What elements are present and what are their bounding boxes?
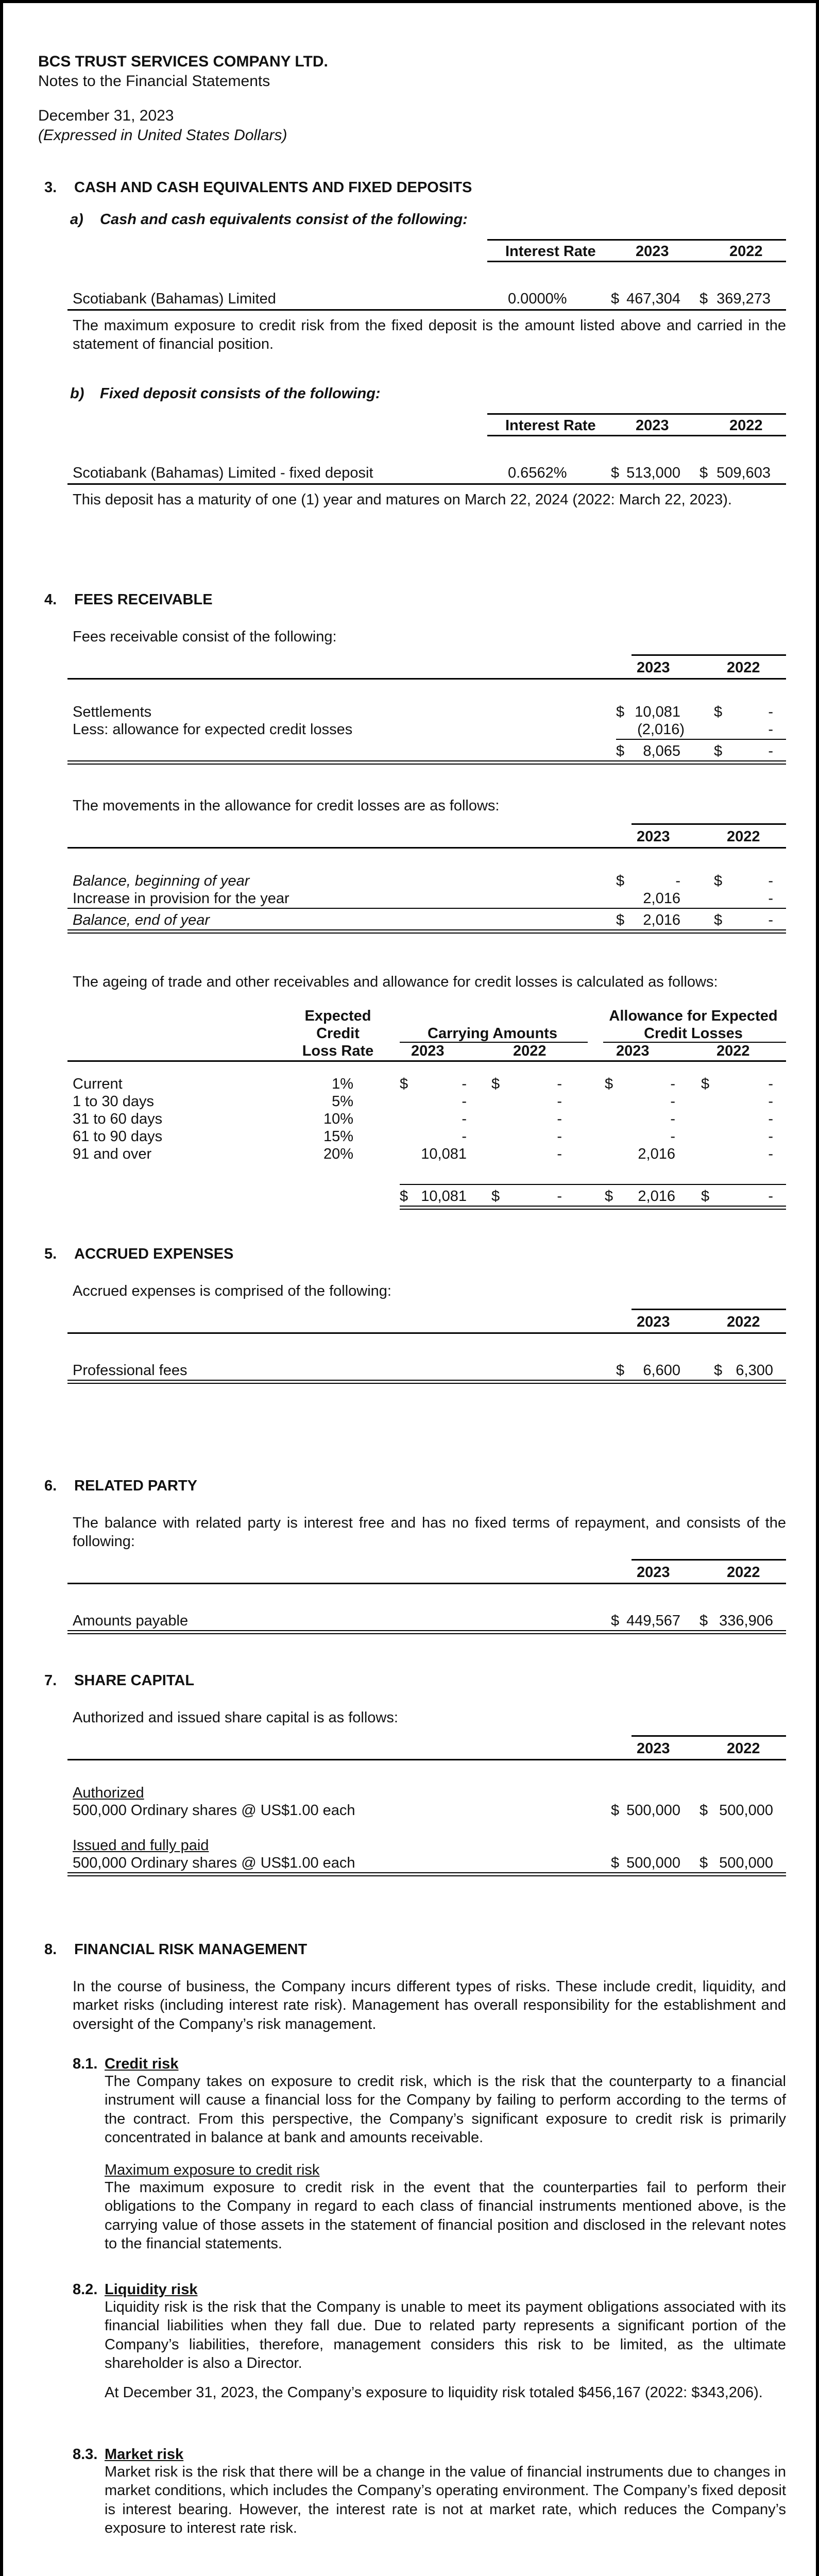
- subsection-number: 8.3.: [73, 2446, 98, 2463]
- paragraph: In the course of business, the Company incurs different types of risks. These include credit, liquidity, and market risks (including interest rate risk). Management has overall responsibility for the establishment and oversight of the Company’s risk management.: [73, 1978, 786, 2032]
- value-2023: 467,304: [626, 291, 680, 307]
- document-subtitle: Notes to the Financial Statements: [38, 72, 270, 90]
- col-expected-credit-loss-rate: Loss Rate: [302, 1043, 374, 1059]
- currency-symbol: $: [491, 1188, 500, 1205]
- col-2022: 2022: [727, 828, 760, 845]
- paragraph: The balance with related party is interest free and has no fixed terms of repayment, and consists of the following:: [73, 1515, 786, 1550]
- value-2023: 6,600: [643, 1362, 680, 1379]
- paragraph: Liquidity risk is the risk that the Company is unable to meet its payment obligations associated with its financial liabilities when they fall due. Due to related party represents a significant portion of the Company’s liabilities, therefore, management considers this risk to be limited, as the ultimate shareholder is also a Director.: [105, 2299, 786, 2371]
- total-double-rule: [67, 1630, 786, 1634]
- section-number: 3.: [44, 179, 57, 196]
- table-header-rule: [67, 678, 786, 680]
- currency-symbol: $: [400, 1188, 408, 1205]
- currency-symbol: $: [699, 1613, 708, 1629]
- section-title: ACCRUED EXPENSES: [74, 1246, 234, 1262]
- row-label: Less: allowance for expected credit losses: [73, 721, 353, 738]
- section-number: 6.: [44, 1478, 57, 1494]
- currency-symbol: $: [605, 1188, 613, 1205]
- currency-symbol: $: [699, 465, 708, 481]
- section-number: 8.: [44, 1941, 57, 1958]
- col-allowance-ecl: Credit Losses: [644, 1025, 743, 1042]
- value-2022: -: [768, 721, 773, 738]
- paragraph: The maximum exposure to credit risk from the fixed deposit is the amount listed above and carried in the statement of financial position.: [73, 317, 786, 353]
- section-number: 4.: [44, 591, 57, 608]
- currency-symbol: $: [611, 1855, 620, 1871]
- col-2023: 2023: [411, 1043, 445, 1059]
- value-2023: 449,567: [626, 1613, 680, 1629]
- currency-symbol: $: [699, 1802, 708, 1819]
- paragraph: Accrued expenses is comprised of the following:: [73, 1283, 391, 1299]
- col-carrying-amounts: Carrying Amounts: [428, 1025, 557, 1042]
- paragraph: The maximum exposure to credit risk in the event that the counterparties fail to perform their obligations to the Company in regard to each class of financial instruments mentioned above, is the carrying value of those assets in the statement of financial position and disclosed in the relevant notes to the financial statements.: [105, 2179, 786, 2252]
- currency-symbol: $: [699, 291, 708, 307]
- value-2023: (2,016): [637, 721, 685, 738]
- value-2023: 2,016: [643, 890, 680, 907]
- col-2023: 2023: [637, 1740, 670, 1757]
- total-double-rule: [67, 1380, 786, 1384]
- value-allowance-2022: -: [768, 1111, 773, 1127]
- row-label: Balance, beginning of year: [73, 873, 250, 889]
- currency-symbol: $: [491, 1076, 500, 1092]
- value-2023: -: [675, 873, 680, 889]
- company-name: BCS TRUST SERVICES COMPANY LTD.: [38, 53, 328, 70]
- row-label: 91 and over: [73, 1146, 152, 1162]
- value-2022: 500,000: [719, 1855, 773, 1871]
- currency-symbol: $: [616, 1362, 625, 1379]
- subsection-title: Liquidity risk: [105, 2281, 198, 2298]
- col-2023: 2023: [636, 417, 669, 434]
- currency-symbol: $: [611, 465, 620, 481]
- table-header-rule: [487, 435, 786, 436]
- col-2022: 2022: [729, 417, 763, 434]
- section-heading: [44, 1940, 791, 1960]
- currency-symbol: $: [714, 743, 723, 759]
- currency-symbol: $: [611, 1802, 620, 1819]
- paragraph: At December 31, 2023, the Company’s exposure to liquidity risk totaled $456,167 (2022: $343,206).: [105, 2384, 763, 2401]
- value-2022: 336,906: [719, 1613, 773, 1629]
- value-2022: -: [768, 743, 773, 759]
- value-2022: 6,300: [736, 1362, 773, 1379]
- col-2022: 2022: [727, 1314, 760, 1330]
- row-label: Scotiabank (Bahamas) Limited: [73, 291, 276, 307]
- value-2022: -: [768, 704, 773, 720]
- section-heading: [44, 178, 791, 198]
- col-interest-rate: Interest Rate: [505, 243, 596, 260]
- paragraph: The movements in the allowance for credit losses are as follows:: [73, 798, 500, 814]
- value-carrying-2023: 10,081: [421, 1188, 467, 1205]
- document-header: [38, 52, 759, 145]
- row-label: Amounts payable: [73, 1613, 189, 1629]
- value-allowance-2023: -: [670, 1128, 675, 1145]
- col-2023: 2023: [637, 1564, 670, 1581]
- row-label: 61 to 90 days: [73, 1128, 163, 1145]
- paragraph: The Company takes on exposure to credit risk, which is the risk that the counterparty to a financial instrument will cause a financial loss for the Company by failing to perform according to the terms of the contract. From this perspective, the Company’s significant exposure to credit risk is primarily concentrated in balance at bank and amounts receivable.: [105, 2073, 786, 2146]
- table-header-rule: [67, 847, 786, 849]
- section-heading: [44, 590, 791, 610]
- col-allowance-ecl: Allowance for Expected: [609, 1008, 778, 1024]
- subsection-title: Market risk: [105, 2446, 184, 2463]
- value-allowance-2022: -: [768, 1146, 773, 1162]
- currency-symbol: $: [616, 873, 625, 889]
- authorized-heading: Authorized: [73, 1785, 144, 1801]
- section-accrued-expenses: [44, 1245, 791, 1379]
- value-2023: 513,000: [626, 465, 680, 481]
- section-fees-receivable: [44, 590, 791, 1234]
- currency-symbol: $: [605, 1076, 613, 1092]
- col-expected-credit-loss-rate: Expected: [304, 1008, 371, 1024]
- value-carrying-2022: -: [557, 1093, 562, 1110]
- section-heading: [44, 1671, 791, 1691]
- total-double-rule: [67, 760, 786, 765]
- row-label: Scotiabank (Bahamas) Limited - fixed deposit: [73, 465, 373, 481]
- table-top-rule: [632, 1559, 786, 1561]
- value-carrying-2022: -: [557, 1128, 562, 1145]
- section-heading: [44, 1477, 791, 1496]
- total-double-rule: [400, 1206, 786, 1210]
- value-allowance-2023: 2,016: [638, 1188, 675, 1205]
- value-carrying-2023: -: [462, 1128, 467, 1145]
- subsection-number: 8.2.: [73, 2281, 98, 2298]
- col-2023: 2023: [637, 1314, 670, 1330]
- value-carrying-2022: -: [557, 1076, 562, 1092]
- section-financial-risk-management: [44, 1940, 791, 2564]
- col-2022: 2022: [727, 1740, 760, 1757]
- currency-symbol: $: [616, 912, 625, 928]
- subsection-title: Fixed deposit consists of the following:: [100, 385, 381, 402]
- currency-symbol: $: [701, 1076, 710, 1092]
- value-carrying-2023: -: [462, 1111, 467, 1127]
- col-2022: 2022: [513, 1043, 547, 1059]
- value-carrying-2023: 10,081: [421, 1146, 467, 1162]
- row-label: 500,000 Ordinary shares @ US$1.00 each: [73, 1802, 355, 1819]
- subsection-heading: [44, 210, 765, 230]
- row-rate: 15%: [323, 1128, 353, 1145]
- subheading: Maximum exposure to credit risk: [105, 2162, 320, 2178]
- currency-symbol: $: [714, 873, 723, 889]
- section-share-capital: [44, 1671, 791, 1888]
- value-2022: -: [768, 890, 773, 907]
- subsection-title: Credit risk: [105, 2056, 179, 2072]
- subsection-heading: [44, 384, 765, 404]
- row-label: 500,000 Ordinary shares @ US$1.00 each: [73, 1855, 355, 1871]
- value-2023: 10,081: [635, 704, 680, 720]
- value-allowance-2022: -: [768, 1093, 773, 1110]
- value-2022: 509,603: [716, 465, 771, 481]
- section-number: 5.: [44, 1246, 57, 1262]
- paragraph: The ageing of trade and other receivables and allowance for credit losses is calculated as follows:: [73, 974, 718, 990]
- col-2022: 2022: [729, 243, 763, 260]
- section-number: 7.: [44, 1672, 57, 1689]
- subtotal-rule: [616, 739, 786, 740]
- subsection-title: Cash and cash equivalents consist of the following:: [100, 211, 468, 228]
- currency-symbol: $: [714, 1362, 723, 1379]
- row-label: Settlements: [73, 704, 152, 720]
- section-title: CASH AND CASH EQUIVALENTS AND FIXED DEPOSITS: [74, 179, 472, 196]
- value-2022: 500,000: [719, 1802, 773, 1819]
- currency-note: (Expressed in United States Dollars): [38, 126, 287, 144]
- table-header-rule: [487, 261, 786, 262]
- col-2023: 2023: [616, 1043, 650, 1059]
- row-label: Increase in provision for the year: [73, 890, 289, 907]
- row-rate: 10%: [323, 1111, 353, 1127]
- row-rate: 0.6562%: [508, 465, 567, 481]
- value-allowance-2023: -: [670, 1111, 675, 1127]
- row-rule: [67, 309, 786, 311]
- col-expected-credit-loss-rate: Credit: [316, 1025, 360, 1042]
- table-top-rule: [632, 1309, 786, 1310]
- currency-symbol: $: [611, 291, 620, 307]
- value-allowance-2022: -: [768, 1076, 773, 1092]
- row-label: Balance, end of year: [73, 912, 210, 928]
- subsection-number: b): [70, 385, 84, 402]
- value-allowance-2023: 2,016: [638, 1146, 675, 1162]
- value-2022: -: [768, 912, 773, 928]
- value-carrying-2023: -: [462, 1076, 467, 1092]
- row-label: Professional fees: [73, 1362, 187, 1379]
- currency-symbol: $: [699, 1855, 708, 1871]
- table-header-rule: [67, 1759, 786, 1760]
- currency-symbol: $: [616, 704, 625, 720]
- currency-symbol: $: [611, 1613, 620, 1629]
- paragraph: This deposit has a maturity of one (1) year and matures on March 22, 2024 (2022: March 22, 2023).: [73, 492, 732, 508]
- value-carrying-2023: -: [462, 1093, 467, 1110]
- row-rate: 5%: [332, 1093, 353, 1110]
- row-rule: [67, 483, 786, 485]
- value-2023: 2,016: [643, 912, 680, 928]
- subsection-number: 8.1.: [73, 2056, 98, 2072]
- currency-symbol: $: [616, 743, 625, 759]
- value-2023: 500,000: [626, 1802, 680, 1819]
- col-interest-rate: Interest Rate: [505, 417, 596, 434]
- value-2022: 369,273: [716, 291, 771, 307]
- currency-symbol: $: [701, 1188, 710, 1205]
- total-double-rule: [67, 1872, 786, 1876]
- row-label: 31 to 60 days: [73, 1111, 163, 1127]
- col-2022: 2022: [716, 1043, 750, 1059]
- section-title: FINANCIAL RISK MANAGEMENT: [74, 1941, 308, 1958]
- paragraph: Market risk is the risk that there will be a change in the value of financial instruments due to changes in market conditions, which includes the Company’s operating environment. The Company’s fixed deposit is interest bearing. However, the interest rate is not at market rate, which reduces the Company’s exposure to interest rate risk.: [105, 2464, 786, 2536]
- row-label: Current: [73, 1076, 123, 1092]
- value-allowance-2023: -: [670, 1076, 675, 1092]
- table-top-rule: [632, 1735, 786, 1737]
- subsection-number: a): [70, 211, 83, 228]
- section-cash-and-deposits: [44, 178, 791, 539]
- row-label: 1 to 30 days: [73, 1093, 154, 1110]
- value-carrying-2022: -: [557, 1146, 562, 1162]
- row-rate: 0.0000%: [508, 291, 567, 307]
- section-title: RELATED PARTY: [74, 1478, 197, 1494]
- col-2022: 2022: [727, 1564, 760, 1581]
- currency-symbol: $: [400, 1076, 408, 1092]
- table-header-rule: [67, 1583, 786, 1584]
- col-2023: 2023: [637, 828, 670, 845]
- paragraph: Fees receivable consist of the following:: [73, 629, 337, 645]
- section-title: FEES RECEIVABLE: [74, 591, 213, 608]
- table-header-rule: [67, 1332, 786, 1334]
- table-top-rule: [632, 823, 786, 825]
- value-allowance-2022: -: [768, 1188, 773, 1205]
- row-rate: 20%: [323, 1146, 353, 1162]
- total-double-rule: [67, 929, 786, 934]
- subtotal-rule: [400, 1184, 786, 1185]
- value-2023: 500,000: [626, 1855, 680, 1871]
- table-header-rule: [67, 1060, 786, 1062]
- table-top-rule: [487, 239, 786, 241]
- row-rate: 1%: [332, 1076, 353, 1092]
- value-carrying-2022: -: [557, 1188, 562, 1205]
- table-top-rule: [487, 413, 786, 415]
- value-carrying-2022: -: [557, 1111, 562, 1127]
- row-rule: [67, 908, 786, 909]
- value-2022: -: [768, 873, 773, 889]
- paragraph: Authorized and issued share capital is as follows:: [73, 1709, 398, 1726]
- section-related-party: [44, 1477, 791, 1631]
- value-allowance-2023: -: [670, 1093, 675, 1110]
- section-heading: [44, 1245, 791, 1264]
- currency-symbol: $: [714, 704, 723, 720]
- col-2023: 2023: [636, 243, 669, 260]
- value-allowance-2022: -: [768, 1128, 773, 1145]
- currency-symbol: $: [714, 912, 723, 928]
- value-2023: 8,065: [643, 743, 680, 759]
- col-2022: 2022: [727, 659, 760, 676]
- col-2023: 2023: [637, 659, 670, 676]
- section-title: SHARE CAPITAL: [74, 1672, 195, 1689]
- issued-heading: Issued and fully paid: [73, 1837, 209, 1854]
- table-top-rule: [632, 654, 786, 656]
- statement-date: December 31, 2023: [38, 107, 174, 124]
